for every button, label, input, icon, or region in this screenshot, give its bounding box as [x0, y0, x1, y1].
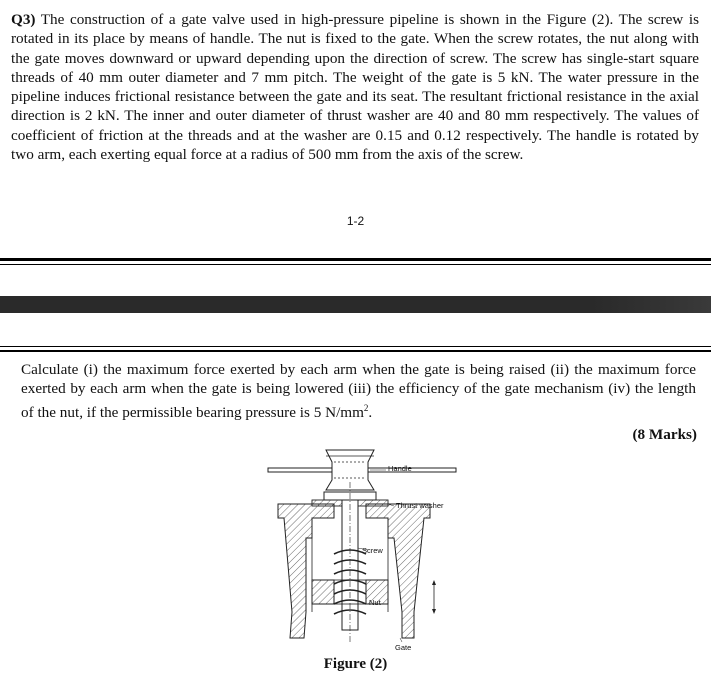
marks-label: (8 Marks) — [632, 426, 697, 443]
gate-valve-figure — [254, 442, 464, 660]
task-paragraph: Calculate (i) the maximum force exerted by each arm when the gate is being raised (ii) the maximum force exerted by each arm when the gate is being lowered (iii) the efficiency of the gate mechanism (iv) the length of the nut, if the permissible bearing pressure is 5 $N/mm^2$. — [21, 361, 696, 421]
label-screw: Screw — [362, 546, 383, 555]
label-thrust-washer: Thrust washer — [396, 501, 444, 510]
question-text: The construction of a gate valve used in high-pressure pipeline is shown in the Figure (2). The screw is rotated in its place by means of handle. The nut is fixed to the gate. When the screw rotates, the nut along with the gate moves downward or upward depending upon the direction of screw. The screw has single-start square threads of 40 mm outer diameter and 7 mm pitch. The weight of the gate is 5 kN. The water pressure in the pipeline induces frictional resistance between the gate and its seat. The resultant frictional resistance in the axial direction is 2 kN. The inner and outer diameter of thrust washer are 40 and 80 mm respectively. The values of coefficient of friction at the threads and at the washer are 0.15 and 0.12 respectively. The handle is rotated by two arm, each exerting equal force at a radius of 500 mm from the axis of the screw. — [11, 11, 699, 164]
label-gate: Gate — [395, 643, 412, 652]
page-divider — [0, 350, 711, 352]
nut-left — [312, 580, 334, 604]
figure-caption: Figure (2) — [323, 656, 388, 672]
question-paragraph — [11, 10, 699, 164]
page-divider — [0, 258, 711, 261]
label-handle: Handle — [388, 464, 412, 473]
scan-artifact-bar — [0, 296, 711, 313]
valve-body-left — [278, 504, 334, 638]
label-nut: Nut — [369, 598, 381, 607]
task-text: Calculate (i) the maximum force exerted by each arm when the gate is being raised (ii) the maximum force exerted by each arm when the gate is being lowered (iii) the efficiency of the gate mechanism (iv) the length of the nut, if the permissible bearing pressure is 5 N/mm — [21, 361, 696, 421]
question-number: Q3) — [11, 11, 36, 28]
task-superscript: 2 — [363, 402, 369, 413]
page-number: 1-2 — [346, 214, 365, 228]
page-divider-thin — [0, 346, 711, 347]
valve-body-right — [366, 504, 430, 638]
page-divider-thin — [0, 264, 711, 265]
